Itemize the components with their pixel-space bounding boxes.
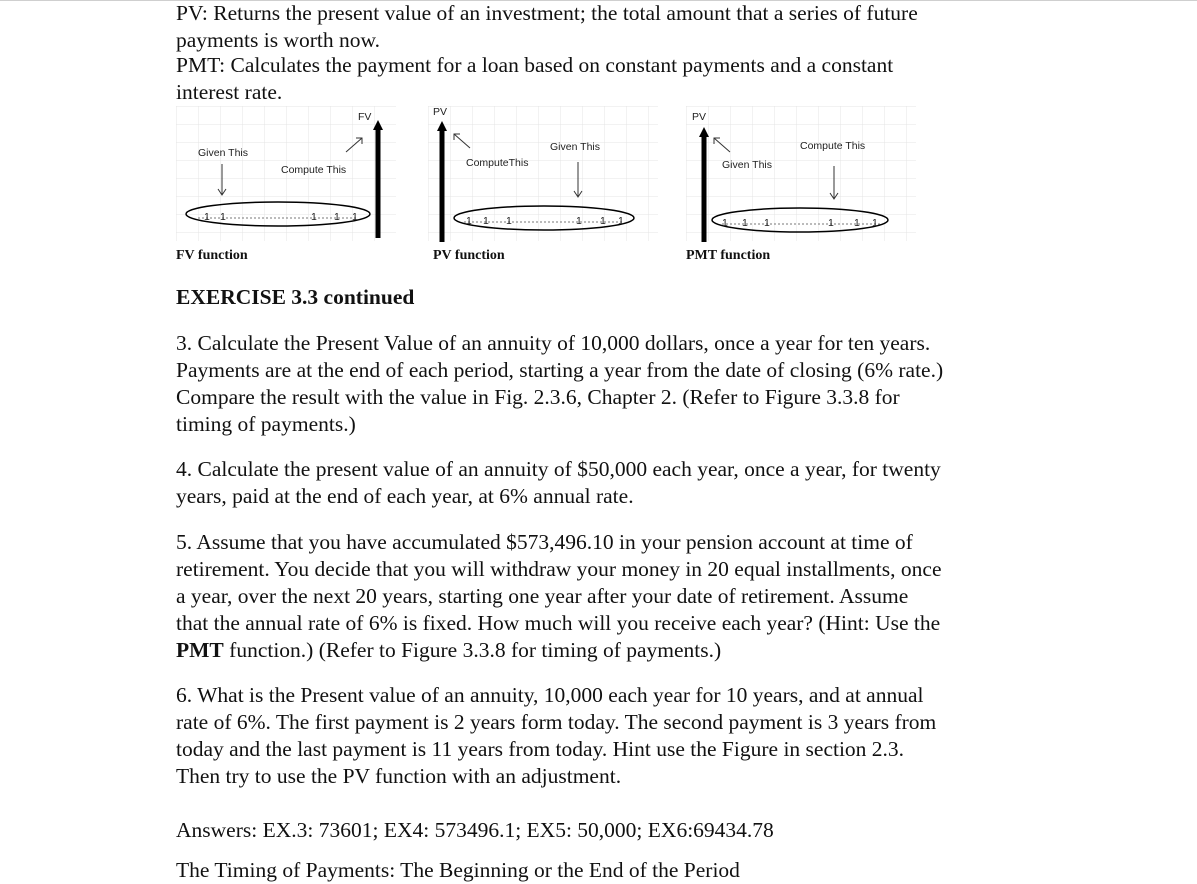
pv-definition (176, 0, 1026, 54)
text-line (176, 637, 1026, 664)
text-line: Then try to use the PV function with an adjustment. (176, 764, 622, 788)
text-line: 4. Calculate the present value of an annuity of $50,000 each year, once a year, for twenty (176, 457, 941, 481)
exercise-question-5 (176, 529, 1026, 664)
tick-label: 1 (600, 215, 606, 227)
tick-label: 1 (483, 215, 489, 227)
fv-axis-label: FV (358, 111, 372, 123)
given-this-label: Given This (722, 159, 772, 171)
exercise-question-6 (176, 682, 1026, 790)
text-line: that the annual rate of 6% is fixed. How much will you receive each year? (Hint: Use the (176, 611, 941, 635)
tick-label: 1 (722, 217, 728, 229)
text-line: 3. Calculate the Present Value of an annuity of 10,000 dollars, once a year for ten years. (176, 331, 931, 355)
text-line: years, paid at the end of each year, at 6% annual rate. (176, 484, 634, 508)
given-this-label: Given This (550, 141, 600, 153)
pv-axis-label: PV (433, 106, 448, 118)
pmt-function-caption: PMT function (686, 248, 771, 263)
tick-label: 1 (352, 211, 358, 223)
text-line: today and the last payment is 11 years from today. Hint use the Figure in section 2.3. (176, 737, 905, 761)
tick-label: 1 (311, 211, 317, 223)
grid-background (686, 106, 916, 241)
text-line: retirement. You decide that you will withdraw your money in 20 equal installments, once (176, 557, 942, 581)
text-line: The Timing of Payments: The Beginning or the End of the Period (176, 858, 740, 882)
tick-label: 1 (204, 211, 210, 223)
tick-label: 1 (828, 217, 834, 229)
pv-function-caption: PV function (433, 248, 505, 263)
cut-off-next-heading (176, 857, 876, 882)
answers-line: Answers: EX.3: 73601; EX4: 573496.1; EX5: 50,000; EX6:69434.78 (176, 818, 774, 842)
tick-label: 1 (576, 215, 582, 227)
text-line: Compare the result with the value in Fig. 2.3.6, Chapter 2. (Refer to Figure 3.3.8 for (176, 385, 900, 409)
tick-label: 1 (220, 211, 226, 223)
text-line: 5. Assume that you have accumulated $573,496.10 in your pension account at time of (176, 530, 913, 554)
pmt-function-diagram (686, 106, 916, 246)
given-this-label: Given This (198, 147, 248, 159)
exercise-question-3 (176, 330, 1026, 438)
text-line: rate of 6%. The first payment is 2 years form today. The second payment is 3 years from (176, 710, 937, 734)
fv-function-diagram (176, 106, 396, 246)
pmt-definition (176, 52, 1026, 106)
tick-label: 1 (742, 217, 748, 229)
text-line: timing of payments.) (176, 412, 356, 436)
pv-function-diagram (428, 106, 658, 246)
text-line: PMT: Calculates the payment for a loan based on constant payments and a constant (176, 53, 894, 77)
exercise-question-4 (176, 456, 1026, 510)
tick-label: 1 (506, 215, 512, 227)
tick-label: 1 (764, 217, 770, 229)
tick-label: 1 (618, 215, 624, 227)
text-line: PV: Returns the present value of an investment; the total amount that a series of future (176, 1, 918, 25)
compute-this-label: ComputeThis (466, 157, 529, 169)
text-line: interest rate. (176, 80, 283, 104)
text-line: 6. What is the Present value of an annuity, 10,000 each year for 10 years, and at annual (176, 683, 924, 707)
text-line: Payments are at the end of each period, starting a year from the date of closing (6% rate.) (176, 358, 944, 382)
pmt-bold-term: PMT (176, 638, 224, 662)
pv-axis-label: PV (692, 111, 707, 123)
tick-label: 1 (854, 217, 860, 229)
compute-this-label: Compute This (281, 164, 347, 176)
text-fragment: function.) (Refer to Figure 3.3.8 for timing of payments.) (223, 638, 722, 662)
compute-this-label: Compute This (800, 140, 866, 152)
tick-label: 1 (466, 215, 472, 227)
text-line: payments is worth now. (176, 28, 381, 52)
text-line: a year, over the next 20 years, starting one year after your date of retirement. Assume (176, 584, 909, 608)
tick-label: 1 (872, 217, 878, 229)
tick-label: 1 (334, 211, 340, 223)
exercise-heading: EXERCISE 3.3 continued (176, 285, 415, 309)
fv-function-caption: FV function (176, 248, 248, 263)
